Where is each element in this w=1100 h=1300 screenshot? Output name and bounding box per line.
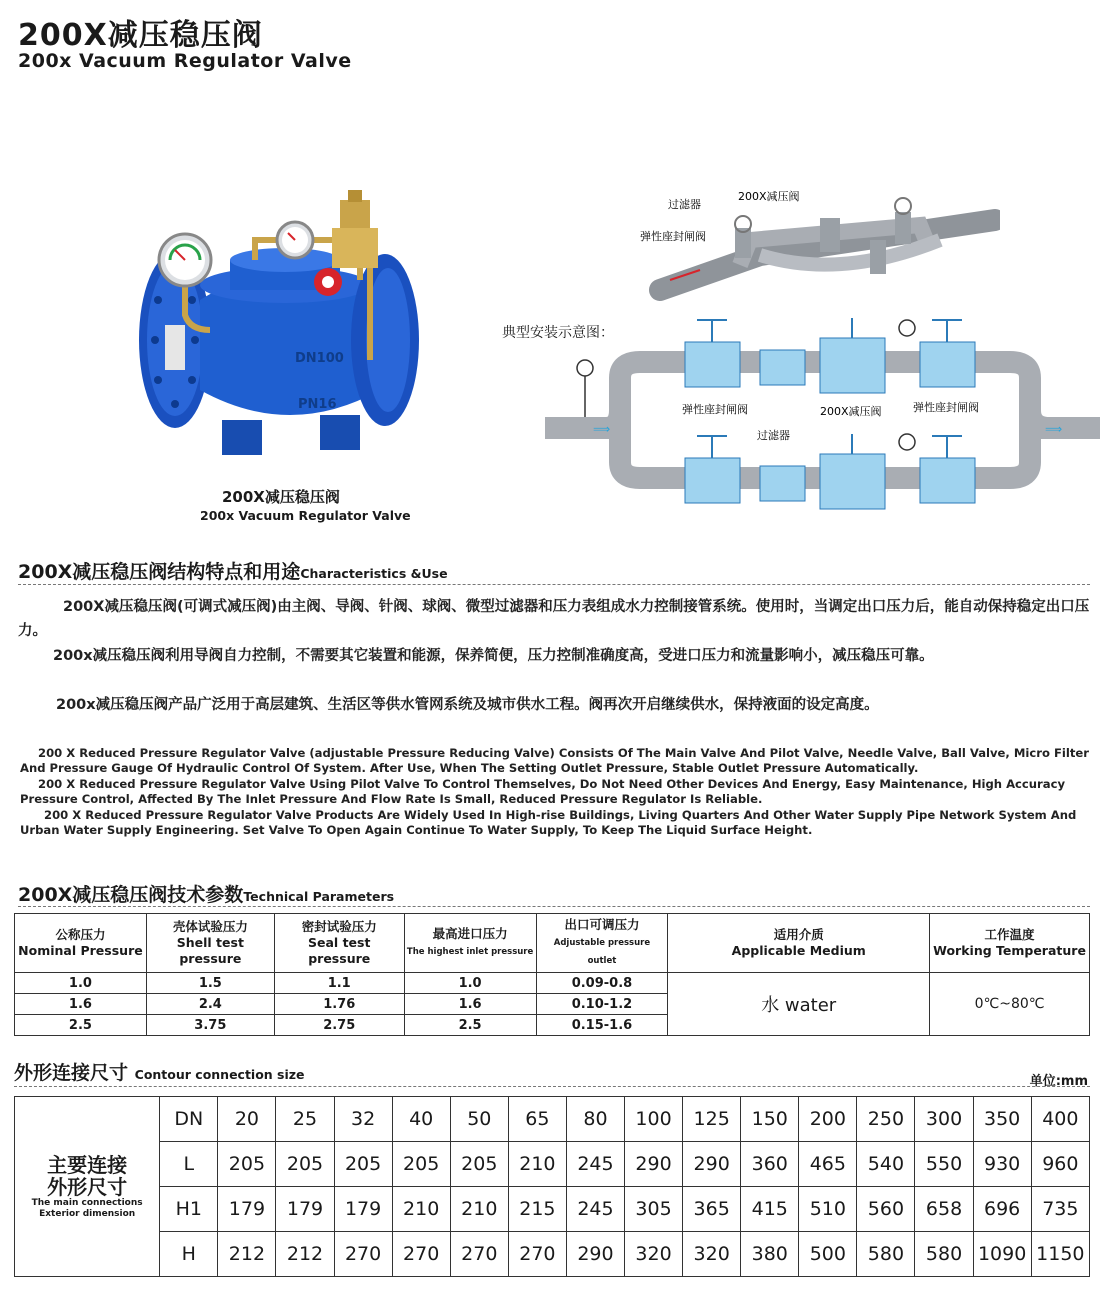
cell: 25 (276, 1097, 334, 1142)
body-marking-pn: PN16 (298, 397, 337, 412)
cell: 320 (683, 1232, 741, 1277)
cell: 65 (508, 1097, 566, 1142)
table-row-dn (15, 1097, 1090, 1142)
paragraph-en-1: 200 X Reduced Pressure Regulator Valve (adjustable Pressure Reducing Valve) Consists Of The Main Valve And Pilot Valve, Needle Valve, Ball Valve, Micro Filter And Pressure Gauge Of Hydraulic Control Of System. After Use, When The Setting Outlet Pressure, Stable Outlet Pressure Automatically. (20, 746, 1089, 776)
product-caption-en: 200x Vacuum Regulator Valve (200, 508, 411, 523)
cell: 3.75 (146, 1015, 274, 1036)
installation-3d-diagram (640, 180, 1000, 315)
cell: 365 (683, 1187, 741, 1232)
section-technical-heading: 200X减压稳压阀技术参数Technical Parameters (18, 884, 395, 906)
body-marking-dn: DN100 (295, 351, 344, 366)
cell: 179 (276, 1187, 334, 1232)
cell: 270 (508, 1232, 566, 1277)
header-temperature: 工作温度 Working Temperature (930, 914, 1090, 973)
cell: 179 (334, 1187, 392, 1232)
cell: 400 (1031, 1097, 1089, 1142)
cell: 40 (392, 1097, 450, 1142)
cell: 1.1 (274, 973, 404, 994)
cell: 270 (334, 1232, 392, 1277)
cell: 1.0 (15, 973, 147, 994)
cell: 380 (741, 1232, 799, 1277)
product-caption-cn: 200X减压稳压阀 (222, 488, 340, 506)
cell: 20 (218, 1097, 276, 1142)
cell: 1090 (973, 1232, 1031, 1277)
unit-label: 单位:mm (1029, 1074, 1088, 1089)
row-name-l: L (160, 1142, 218, 1187)
header-nominal-pressure: 公称压力 Nominal Pressure (15, 914, 147, 973)
paragraph-cn-2: 200x减压稳压阀利用导阀自力控制，不需要其它装置和能源，保养简便，压力控制准确度高，受进口压力和流量影响小，减压稳压可靠。 (53, 648, 934, 664)
cell: 500 (799, 1232, 857, 1277)
paragraph-en-3: 200 X Reduced Pressure Regulator Valve Products Are Widely Used In High-rise Buildings, Living Quarters And Other Water Supply Pipe Network System And Urban Water Supply Engineering. Set Valve To Open Again Continue To Water Supply, To Keep The Liquid Surface Height. (20, 808, 1077, 838)
row-name-dn: DN (160, 1097, 218, 1142)
cell: 2.5 (15, 1015, 147, 1036)
cell: 210 (508, 1142, 566, 1187)
cell: 580 (857, 1232, 915, 1277)
label-valve-top: 200X减压阀 (738, 190, 800, 203)
cell: 300 (915, 1097, 973, 1142)
page-subtitle: 200x Vacuum Regulator Valve (18, 50, 352, 72)
cell: 32 (334, 1097, 392, 1142)
header-medium: 适用介质 Applicable Medium (668, 914, 930, 973)
cell: 0.10-1.2 (536, 994, 668, 1015)
cell: 250 (857, 1097, 915, 1142)
temperature-cell: 0℃~80℃ (930, 973, 1090, 1036)
cell: 210 (450, 1187, 508, 1232)
cell: 2.75 (274, 1015, 404, 1036)
cell: 50 (450, 1097, 508, 1142)
cell: 290 (683, 1142, 741, 1187)
cell: 245 (566, 1142, 624, 1187)
cell: 1.6 (404, 994, 536, 1015)
cell: 215 (508, 1187, 566, 1232)
cell: 290 (625, 1142, 683, 1187)
contour-row-label: 主要连接 外形尺寸 The main connections Exterior dimension (15, 1097, 160, 1277)
label-gate-left: 弹性座封闸阀 (682, 403, 748, 416)
cell: 1.76 (274, 994, 404, 1015)
cell: 205 (276, 1142, 334, 1187)
technical-parameters-table (14, 913, 1090, 1036)
cell: 150 (741, 1097, 799, 1142)
cell: 350 (973, 1097, 1031, 1142)
cell: 735 (1031, 1187, 1089, 1232)
cell: 1.6 (15, 994, 147, 1015)
label-gate-right: 弹性座封闸阀 (913, 401, 979, 414)
install-diagram-title: 典型安装示意图： (502, 325, 614, 341)
cell: 80 (566, 1097, 624, 1142)
cell: 1150 (1031, 1232, 1089, 1277)
cell: 205 (218, 1142, 276, 1187)
cell: 2.4 (146, 994, 274, 1015)
label-valve-schematic: 200X减压阀 (820, 405, 882, 418)
cell: 290 (566, 1232, 624, 1277)
contour-size-table (14, 1096, 1090, 1277)
table-row-l (15, 1142, 1090, 1187)
cell: 360 (741, 1142, 799, 1187)
cell: 550 (915, 1142, 973, 1187)
label-filter-top: 过滤器 (668, 198, 701, 211)
divider (18, 906, 1090, 907)
cell: 100 (625, 1097, 683, 1142)
cell: 245 (566, 1187, 624, 1232)
cell: 580 (915, 1232, 973, 1277)
divider (14, 1086, 1090, 1087)
cell: 270 (450, 1232, 508, 1277)
table-row-h (15, 1232, 1090, 1277)
cell: 510 (799, 1187, 857, 1232)
section-characteristics-heading: 200X减压稳压阀结构特点和用途Characteristics &Use (18, 561, 448, 583)
table-row (15, 973, 1090, 994)
cell: 205 (450, 1142, 508, 1187)
cell: 125 (683, 1097, 741, 1142)
header-outlet-pressure: 出口可调压力 Adjustable pressure outlet (536, 914, 668, 973)
cell: 212 (218, 1232, 276, 1277)
cell: 0.15-1.6 (536, 1015, 668, 1036)
cell: 320 (625, 1232, 683, 1277)
cell: 2.5 (404, 1015, 536, 1036)
cell: 0.09-0.8 (536, 973, 668, 994)
paragraph-cn-1: 200X减压稳压阀(可调式减压阀)由主阀、导阀、针阀、球阀、微型过滤器和压力表组成水力控制接管系统。使用时，当调定出口压力后，能自动保持稳定出口压力。 (18, 599, 1090, 639)
cell: 960 (1031, 1142, 1089, 1187)
divider (18, 584, 1090, 585)
row-name-h: H (160, 1232, 218, 1277)
cell: 1.5 (146, 973, 274, 994)
cell: 205 (392, 1142, 450, 1187)
header-seal-test: 密封试验压力 Seal test pressure (274, 914, 404, 973)
cell: 415 (741, 1187, 799, 1232)
medium-cell: 水 water (668, 973, 930, 1036)
label-filter-schematic: 过滤器 (757, 429, 790, 442)
section-contour-heading: 外形连接尺寸 Contour connection size (14, 1062, 305, 1084)
cell: 305 (625, 1187, 683, 1232)
paragraph-cn-3: 200x减压稳压阀产品广泛用于高层建筑、生活区等供水管网系统及城市供水工程。阀再次开启继续供水，保持液面的设定高度。 (56, 697, 879, 713)
installation-schematic (545, 310, 1100, 525)
header-shell-test: 壳体试验压力 Shell test pressure (146, 914, 274, 973)
svg-text:⟹: ⟹ (1045, 422, 1063, 436)
row-name-h1: H1 (160, 1187, 218, 1232)
cell: 212 (276, 1232, 334, 1277)
cell: 560 (857, 1187, 915, 1232)
cell: 696 (973, 1187, 1031, 1232)
cell: 200 (799, 1097, 857, 1142)
cell: 210 (392, 1187, 450, 1232)
cell: 465 (799, 1142, 857, 1187)
paragraph-en-2: 200 X Reduced Pressure Regulator Valve Using Pilot Valve To Control Themselves, Do Not Need Other Devices And Energy, Easy Maintenance, High Accuracy Pressure Control, Affected By The Inlet Pressure And Flow Rate Is Small, Reduced Pressure Regulator Is Reliable. (20, 777, 1066, 807)
page-title: 200X减压稳压阀 (18, 18, 263, 53)
svg-text:⟹: ⟹ (593, 422, 611, 436)
table-row-h1 (15, 1187, 1090, 1232)
cell: 930 (973, 1142, 1031, 1187)
cell: 270 (392, 1232, 450, 1277)
cell: 1.0 (404, 973, 536, 994)
header-inlet-pressure: 最高进口压力 The highest inlet pressure (404, 914, 536, 973)
cell: 658 (915, 1187, 973, 1232)
cell: 540 (857, 1142, 915, 1187)
valve-product-image (130, 190, 440, 480)
label-gate-top: 弹性座封闸阀 (640, 230, 706, 243)
cell: 205 (334, 1142, 392, 1187)
cell: 179 (218, 1187, 276, 1232)
table-header-row (15, 914, 1090, 973)
